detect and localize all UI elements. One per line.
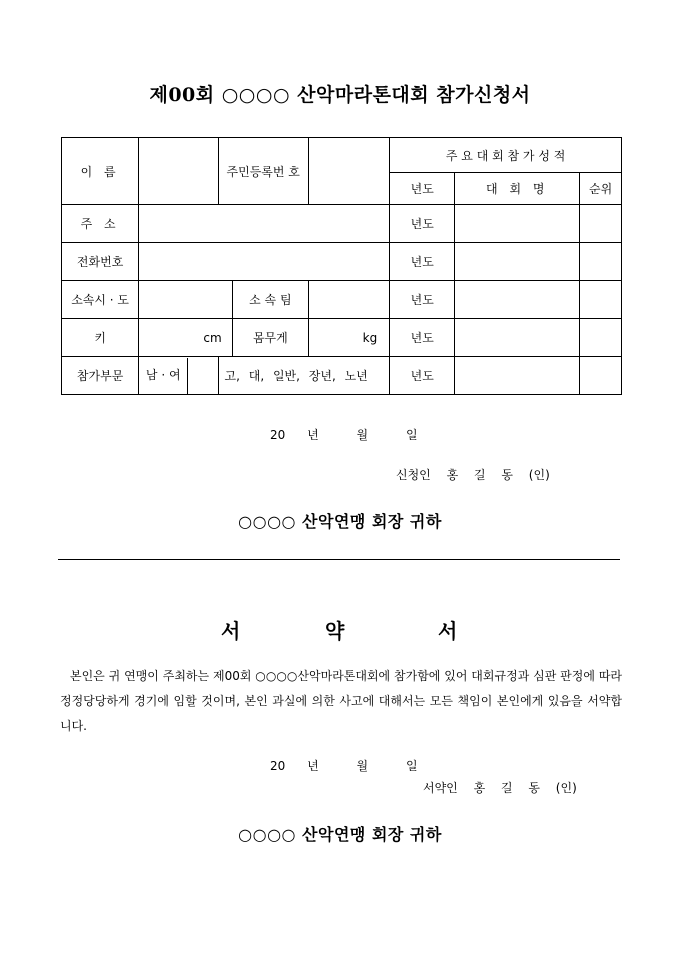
- rank-cell[interactable]: [580, 357, 622, 395]
- event-name-cell[interactable]: [455, 281, 580, 319]
- id-number-field[interactable]: [308, 138, 389, 205]
- affiliation-city-label: 소속시 · 도: [62, 281, 139, 319]
- year-cell: 년도: [390, 205, 455, 243]
- weight-field[interactable]: [308, 319, 389, 357]
- event-name-cell[interactable]: [455, 357, 580, 395]
- oath-body-text: 본인은 귀 연맹이 주최하는 제00회 ○○○○산악마라톤대회에 참가함에 있어 대회규정과 심판 판정에 따라 정정당당하게 경기에 임할 것이며, 본인 과실에 의한 사고에 대해서는 모든 책임이 본인에게 있음을 서약합니다.: [60, 669, 622, 733]
- rank-cell[interactable]: [580, 319, 622, 357]
- date-month: 월: [356, 428, 369, 442]
- oath-body: [60, 664, 622, 739]
- division-label: 참가부문: [62, 357, 139, 395]
- height-unit: cm: [203, 330, 222, 345]
- oath-title-char: 서: [438, 619, 458, 643]
- team-label: 소 속 팀: [232, 281, 308, 319]
- height-label: 키: [62, 319, 139, 357]
- cell-divider: [187, 358, 188, 394]
- application-date: [270, 426, 418, 443]
- weight-label: 몸무게: [232, 319, 308, 357]
- oath-signature: 서약인 홍 길 동 (인): [423, 781, 577, 795]
- event-name-header: 대 회 명: [455, 173, 580, 205]
- name-label: 이 름: [62, 138, 139, 205]
- height-field[interactable]: [139, 319, 232, 357]
- event-name-cell[interactable]: [455, 319, 580, 357]
- phone-label: 전화번호: [62, 243, 139, 281]
- team-field[interactable]: [308, 281, 389, 319]
- date-day: 일: [405, 428, 418, 442]
- rank-header: 순위: [580, 173, 622, 205]
- year-cell: 년도: [390, 281, 455, 319]
- gender-options[interactable]: [139, 357, 218, 395]
- affiliation-city-field[interactable]: [139, 281, 232, 319]
- year-cell: 년도: [390, 319, 455, 357]
- address-label: 주 소: [62, 205, 139, 243]
- address-field[interactable]: [139, 205, 390, 243]
- year-cell: 년도: [390, 357, 455, 395]
- event-name-cell[interactable]: [455, 243, 580, 281]
- oath-date: [270, 757, 418, 774]
- major-records-label: 주 요 대 회 참 가 성 적: [390, 138, 622, 173]
- year-cell: 년도: [390, 243, 455, 281]
- application-table: [61, 137, 622, 395]
- date-prefix: 20: [270, 759, 286, 773]
- id-number-label: 주민등록번 호: [218, 138, 308, 205]
- section-divider: [58, 559, 620, 560]
- weight-unit: kg: [362, 330, 378, 345]
- category-options[interactable]: 고, 대, 일반, 장년, 노년: [218, 357, 390, 395]
- rank-cell[interactable]: [580, 281, 622, 319]
- rank-cell[interactable]: [580, 205, 622, 243]
- date-year: 년: [307, 428, 319, 442]
- form-title: 제00회 ○○○○ 산악마라톤대회 참가신청서: [149, 84, 531, 106]
- phone-field[interactable]: [139, 243, 390, 281]
- rank-cell[interactable]: [580, 243, 622, 281]
- addressee: ○○○○ 산악연맹 회장 귀하: [238, 512, 442, 531]
- date-month: 월: [356, 759, 369, 773]
- date-day: 일: [405, 759, 418, 773]
- event-name-cell[interactable]: [455, 205, 580, 243]
- oath-title-char: 약: [325, 619, 345, 643]
- applicant-signature: 신청인 홍 길 동 (인): [396, 468, 550, 482]
- date-year: 년: [307, 759, 319, 773]
- oath-addressee: ○○○○ 산악연맹 회장 귀하: [238, 825, 442, 844]
- oath-title-char: 서: [221, 619, 241, 643]
- date-prefix: 20: [270, 428, 286, 442]
- gender-options-text: 남 · 여: [145, 368, 181, 382]
- year-header: 년도: [390, 173, 455, 205]
- name-field[interactable]: [139, 138, 218, 205]
